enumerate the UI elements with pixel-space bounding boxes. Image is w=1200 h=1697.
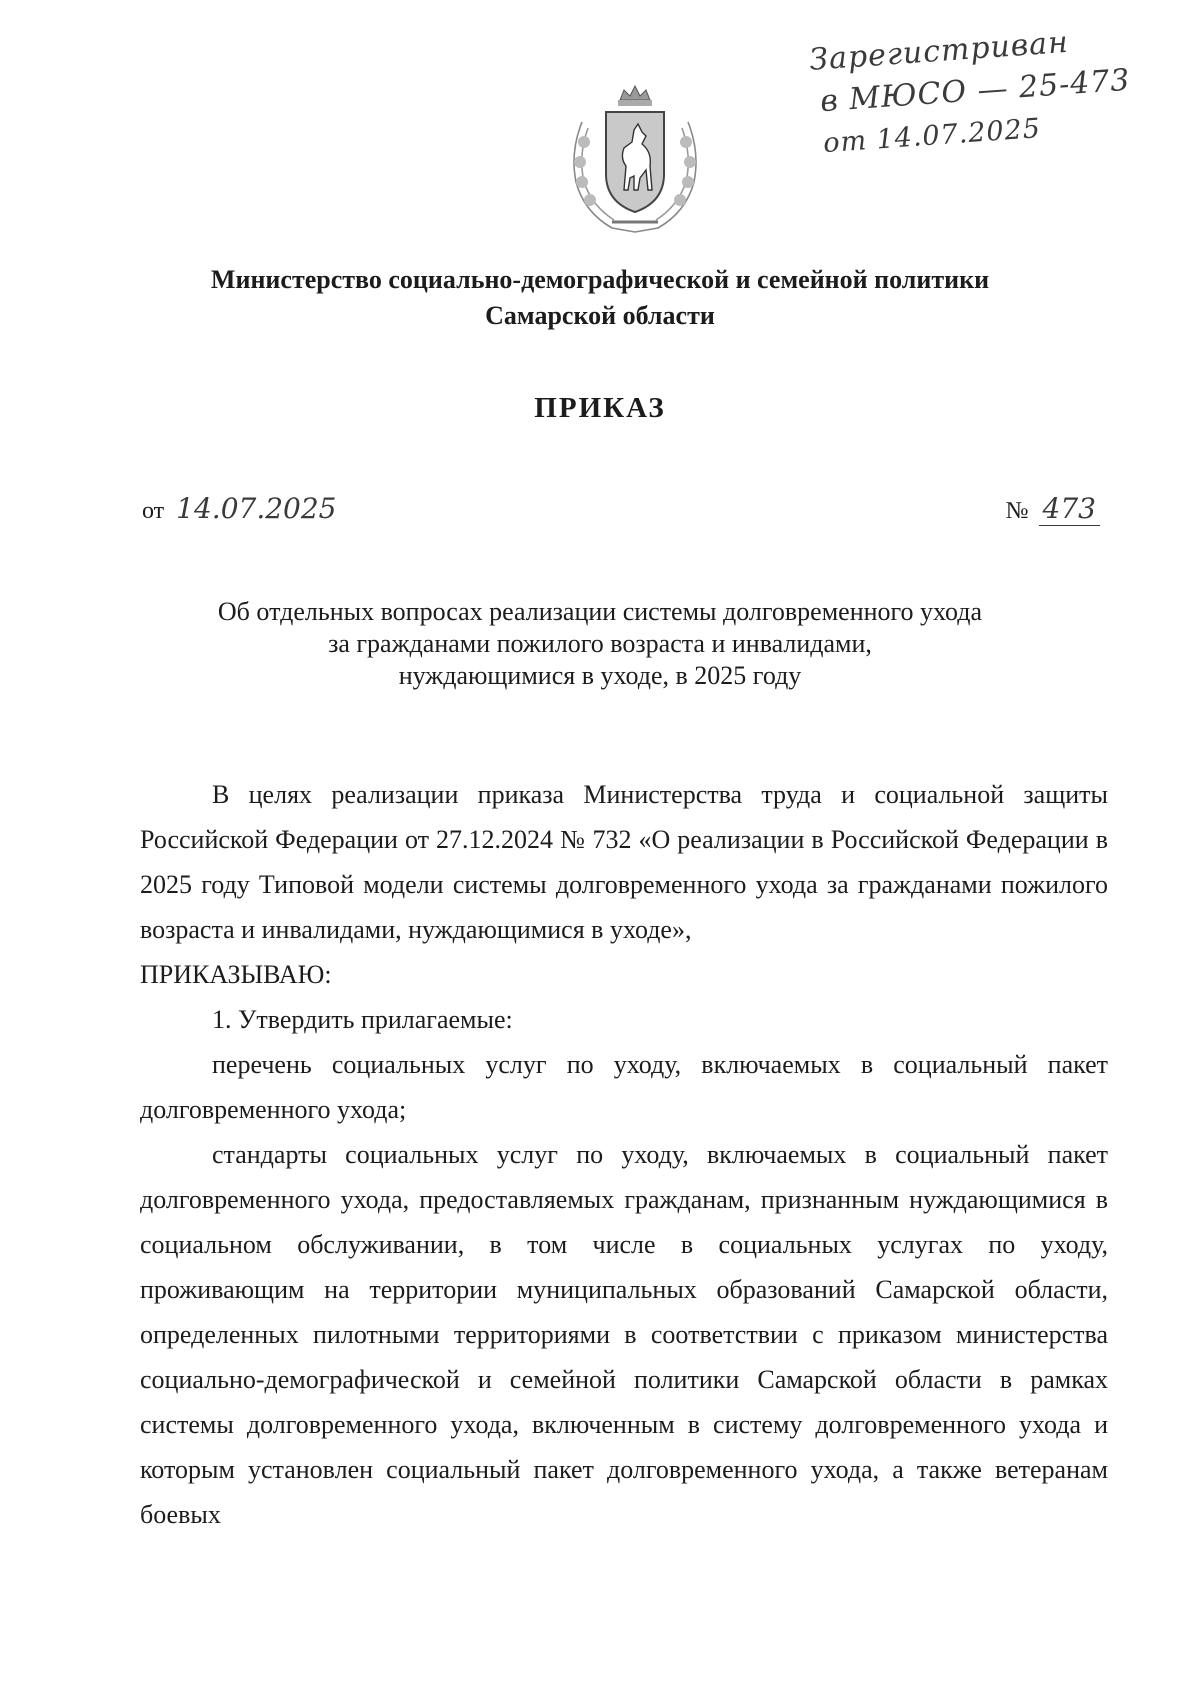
note-line-2: в МЮСО — 25-473 xyxy=(819,62,1132,120)
paragraph-order-word: ПРИКАЗЫВАЮ: xyxy=(140,960,332,989)
ministry-name-line-2: Самарской области xyxy=(485,301,715,330)
order-number xyxy=(1006,492,1100,525)
number-value-handwritten: 473 xyxy=(1039,492,1100,526)
ministry-name xyxy=(0,262,1200,334)
paragraph-preamble: В целях реализации приказа Министерства труда и социальной защиты Российской Федерации от 27.12.2024 № 732 «О реализации в Российской Федерации в 2025 году Типовой модели системы долговременного ухода за гражданами пожилого возраста и инвалидами, нуждающимися в уходе», xyxy=(140,780,1108,944)
document-type: ПРИКАЗ xyxy=(534,392,666,424)
date-value-handwritten: 14.07.2025 xyxy=(176,492,337,525)
title-line-3: нуждающимися в уходе, в 2025 году xyxy=(398,661,802,690)
paragraph-item-1: 1. Утвердить прилагаемые: xyxy=(212,1005,513,1034)
paragraph-standards: стандарты социальных услуг по уходу, включаемых в социальный пакет долговременного ухода, предоставляемых гражданам, признанным нуждающимися в социальном обслуживании, в том числе в социальных услугах по уходу, проживающим на территории муниципальных образований Самарской области, определенных пилотными территориями в соответствии с приказом министерства социально-демографической и семейной политики Самарской области в рамках системы долговременного ухода, включенным в систему долговременного ухода и которым установлен социальный пакет долговременного ухода, а также ветеранам боевых xyxy=(140,1140,1108,1529)
document-title xyxy=(0,596,1200,692)
title-line-1: Об отдельных вопросах реализации системы долговременного ухода xyxy=(217,597,983,626)
document-body xyxy=(140,772,1108,1537)
note-line-1: Зарегистриван xyxy=(808,24,1070,78)
coat-of-arms-icon xyxy=(562,82,708,234)
title-line-2: за гражданами пожилого возраста и инвалидами, xyxy=(328,629,872,658)
number-prefix: № xyxy=(1005,498,1029,524)
note-line-3: от 14.07.2025 xyxy=(822,113,1042,160)
date-prefix: от xyxy=(142,498,165,524)
paragraph-services-list: перечень социальных услуг по уходу, включаемых в социальный пакет долговременного ухода; xyxy=(140,1050,1108,1124)
ministry-name-line-1: Министерство социально-демографической и семейной политики xyxy=(210,265,990,294)
order-date xyxy=(142,492,337,525)
registration-handwritten-note xyxy=(808,19,1132,166)
